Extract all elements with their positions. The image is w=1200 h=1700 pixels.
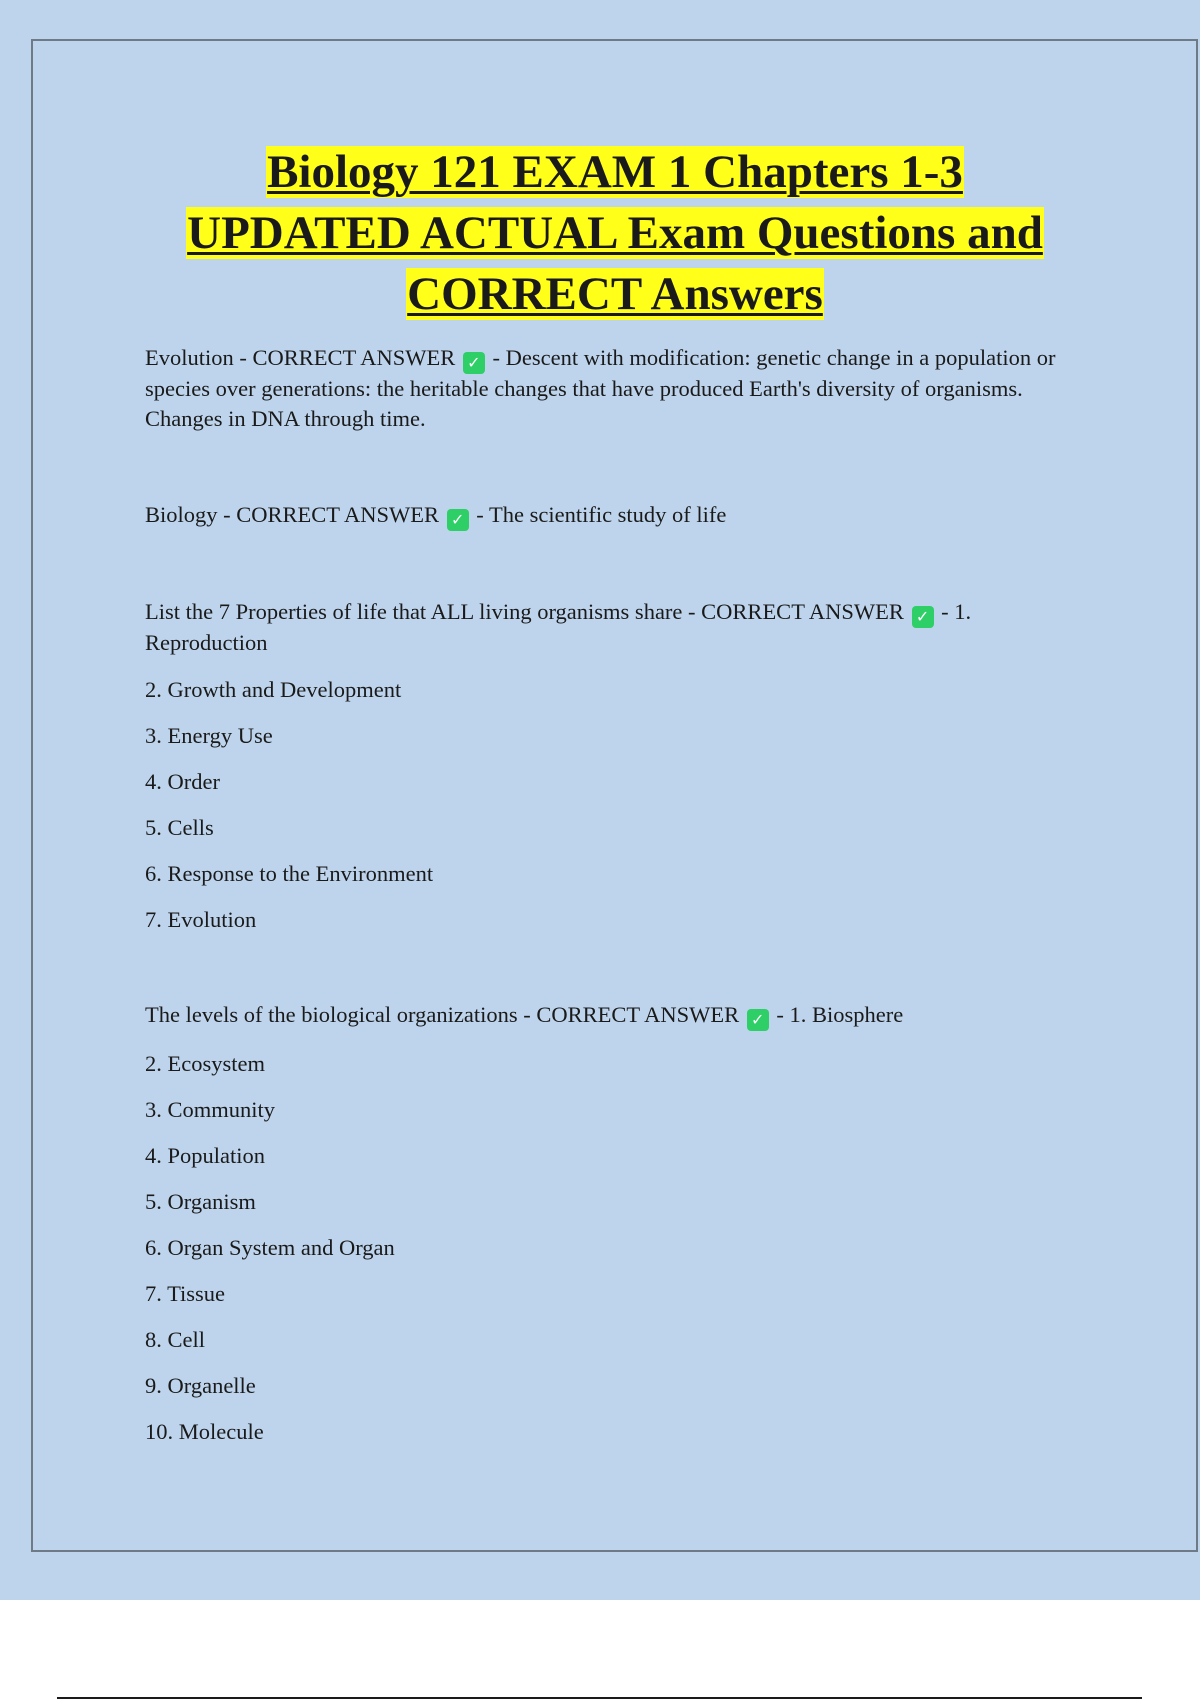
title-line-text: Biology 121 EXAM 1 Chapters 1-3 [267, 146, 963, 198]
check-icon: ✓ [463, 352, 485, 374]
answer-text: The scientific study of life [488, 502, 727, 527]
question-text: Evolution [145, 345, 234, 370]
title-line [60, 203, 1170, 264]
answer-marker: CORRECT ANSWER [701, 599, 904, 624]
qa-biology: Biology - CORRECT ANSWER ✓ - The scientific study of life [145, 502, 727, 529]
list-item: 4. Order [145, 769, 220, 794]
check-icon: ✓ [747, 1009, 769, 1031]
list-item: 7. Tissue [145, 1281, 226, 1306]
title-line [60, 142, 1170, 203]
list-item: 8. Cell [145, 1327, 205, 1352]
document-title [60, 142, 1170, 325]
properties-list [145, 675, 1095, 935]
answer-text: 1. Biosphere [789, 1002, 904, 1027]
list-item: 6. Organ System and Organ [145, 1235, 395, 1260]
list-item: 5. Organism [145, 1189, 256, 1214]
list-item: 10. Molecule [145, 1419, 264, 1444]
list-item: 9. Organelle [145, 1373, 256, 1398]
footer-rule [57, 1697, 1142, 1699]
qa-properties-of-life: List the 7 Properties of life that ALL living organisms share - CORRECT ANSWER ✓ - 1. Reproduction [145, 599, 972, 655]
qa-biological-organization: The levels of the biological organizations - CORRECT ANSWER ✓ - 1. Biosphere [145, 1002, 904, 1029]
list-item: 6. Response to the Environment [145, 861, 434, 886]
qa-content [145, 343, 1095, 1447]
check-icon: ✓ [912, 606, 934, 628]
list-item: 5. Cells [145, 815, 214, 840]
check-icon: ✓ [447, 509, 469, 531]
answer-text: Descent with modification: genetic change in a population or species over generations: the heritable changes that have produced Earth's diversity of organisms. Changes in DNA through time. [145, 345, 1056, 431]
answer-text: 1. Reproduction [145, 599, 972, 655]
title-line [60, 264, 1170, 325]
list-item: 7. Evolution [145, 907, 257, 932]
list-item: 2. Ecosystem [145, 1051, 265, 1076]
list-item: 3. Energy Use [145, 723, 273, 748]
answer-marker: CORRECT ANSWER [252, 345, 456, 370]
list-item: 2. Growth and Development [145, 677, 402, 702]
list-item: 3. Community [145, 1097, 276, 1122]
question-text: The levels of the biological organizations [145, 1002, 518, 1027]
qa-evolution: Evolution - CORRECT ANSWER ✓ - Descent with modification: genetic change in a population or species over generations: the heritable changes that have produced Earth's diversity of organisms. Changes in DNA through time. [145, 345, 1056, 431]
answer-marker: CORRECT ANSWER [536, 1002, 740, 1027]
list-item: 4. Population [145, 1143, 266, 1168]
title-line-text: UPDATED ACTUAL Exam Questions and [187, 207, 1043, 259]
title-line-text: CORRECT Answers [407, 268, 823, 320]
answer-marker: CORRECT ANSWER [236, 502, 440, 527]
question-text: Biology [145, 502, 218, 527]
organization-levels-list [145, 1049, 1095, 1447]
question-text: List the 7 Properties of life that ALL living organisms share [145, 599, 683, 624]
